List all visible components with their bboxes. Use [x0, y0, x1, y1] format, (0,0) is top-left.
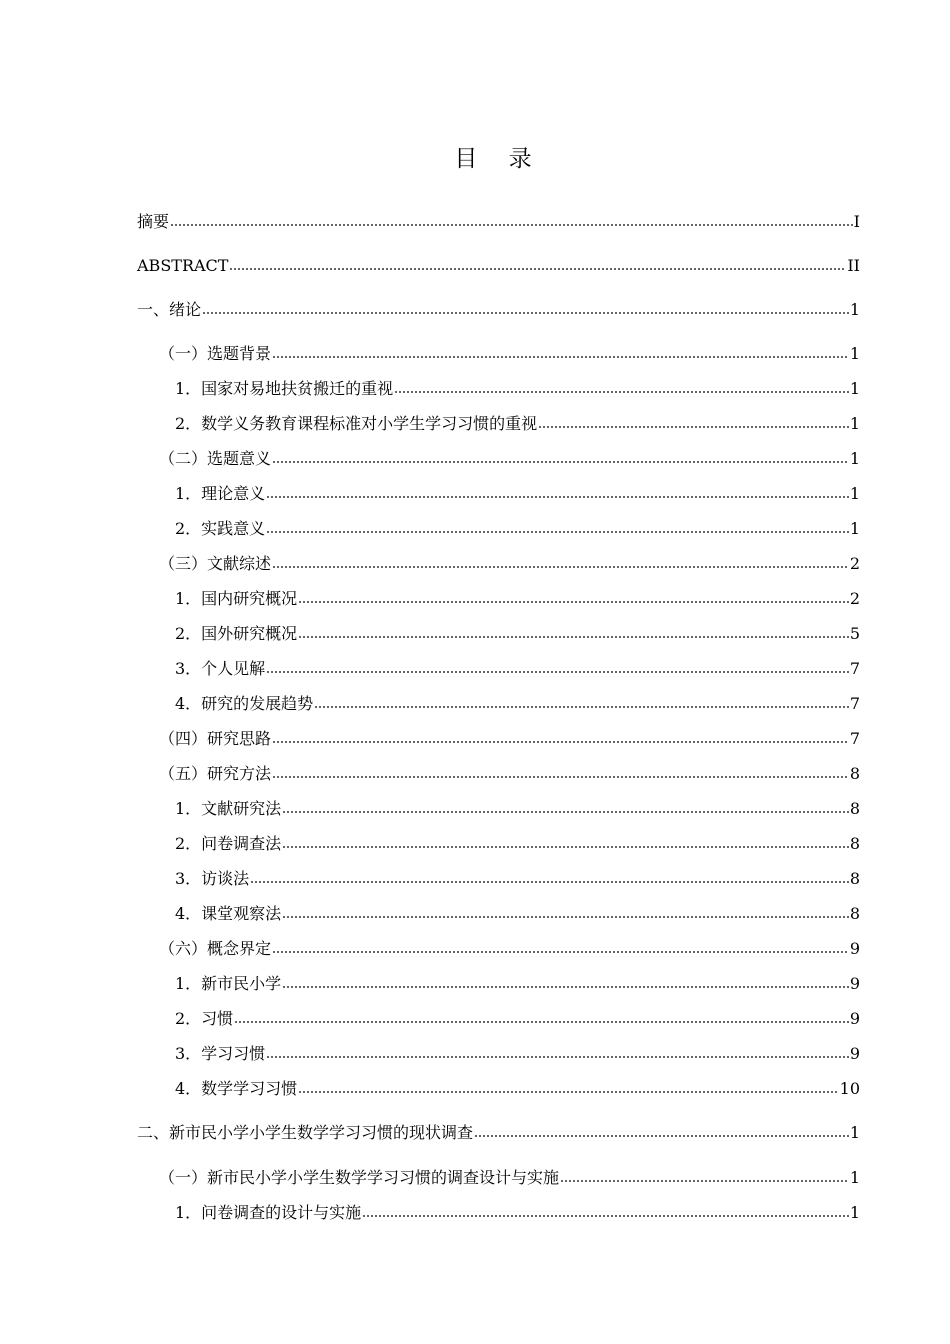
toc-entry-abstract-cn[interactable]: [137, 210, 860, 232]
toc-entry-chapter-2[interactable]: [137, 1121, 860, 1143]
toc-entry-page: 2: [849, 589, 860, 608]
toc-entry-label: 3．学习习惯: [175, 1044, 266, 1063]
toc-entry-page: 9: [849, 974, 860, 993]
toc-entry-subsection[interactable]: [175, 622, 860, 644]
dot-leader: [298, 1090, 838, 1094]
toc-entry-section[interactable]: [159, 447, 860, 469]
toc-entry-page: I: [853, 212, 860, 231]
dot-leader: [266, 670, 849, 674]
toc-entry-page: 1: [849, 1203, 860, 1222]
toc-entry-label: 2．实践意义: [175, 519, 266, 538]
dot-leader: [298, 600, 849, 604]
toc-entry-subsection[interactable]: [175, 482, 860, 504]
toc-entry-page: 1: [849, 1123, 860, 1142]
toc-entry-page: 1: [849, 1168, 860, 1187]
dot-leader: [298, 635, 849, 639]
toc-entry-label: （二）选题意义: [159, 449, 272, 468]
toc-entry-page: 9: [849, 1044, 860, 1063]
toc-entry-page: 1: [849, 484, 860, 503]
dot-leader: [272, 460, 849, 464]
toc-entry-subsection[interactable]: [175, 1007, 860, 1029]
toc-entry-label: （三）文献综述: [159, 554, 272, 573]
toc-entry-label: ABSTRACT: [137, 256, 229, 275]
toc-entry-section[interactable]: [159, 762, 860, 784]
toc-entry-label: （一）选题背景: [159, 344, 272, 363]
toc-entry-label: （五）研究方法: [159, 764, 272, 783]
toc-entry-page: 8: [849, 904, 860, 923]
toc-entry-page: 8: [849, 764, 860, 783]
toc-entry-label: 2．国外研究概况: [175, 624, 298, 643]
toc-entry-section[interactable]: [159, 552, 860, 574]
toc-entry-label: 4．研究的发展趋势: [175, 694, 314, 713]
toc-entry-subsection[interactable]: [175, 867, 860, 889]
dot-leader: [272, 355, 849, 359]
dot-leader: [272, 565, 849, 569]
dot-leader: [266, 1055, 849, 1059]
toc-entry-subsection[interactable]: [175, 657, 860, 679]
dot-leader: [282, 915, 849, 919]
toc-title: 目 录: [454, 146, 544, 172]
toc-entry-subsection[interactable]: [175, 1042, 860, 1064]
toc-entry-subsection[interactable]: [175, 1201, 860, 1223]
toc-entry-label: （六）概念界定: [159, 939, 272, 958]
toc-entry-page: 1: [849, 300, 860, 319]
toc-entry-page: 1: [849, 449, 860, 468]
toc-entry-page: 9: [849, 1009, 860, 1028]
dot-leader: [229, 267, 846, 271]
dot-leader: [266, 530, 849, 534]
dot-leader: [272, 950, 849, 954]
dot-leader: [170, 223, 853, 227]
dot-leader: [314, 705, 849, 709]
dot-leader: [202, 311, 849, 315]
dot-leader: [538, 425, 849, 429]
toc-entry-subsection[interactable]: [175, 692, 860, 714]
toc-entry-label: 1．新市民小学: [175, 974, 282, 993]
dot-leader: [282, 985, 849, 989]
toc-entry-label: 2．习惯: [175, 1009, 234, 1028]
dot-leader: [560, 1179, 849, 1183]
dot-leader: [282, 810, 849, 814]
toc-entry-page: 1: [849, 379, 860, 398]
toc-entry-label: 3．访谈法: [175, 869, 250, 888]
toc-entry-subsection[interactable]: [175, 377, 860, 399]
toc-entry-label: 4．数学学习习惯: [175, 1079, 298, 1098]
toc-entry-section[interactable]: [159, 727, 860, 749]
toc-entry-label: 一、绪论: [137, 300, 202, 319]
toc-entry-page: 7: [849, 729, 860, 748]
toc-entry-abstract-en[interactable]: [137, 254, 860, 276]
toc-entry-chapter-1[interactable]: [137, 298, 860, 320]
toc-entry-page: 8: [849, 834, 860, 853]
toc-entry-page: 1: [849, 414, 860, 433]
toc-entry-subsection[interactable]: [175, 797, 860, 819]
dot-leader: [362, 1214, 849, 1218]
toc-entry-page: 9: [849, 939, 860, 958]
toc-entry-label: （四）研究思路: [159, 729, 272, 748]
toc-entry-subsection[interactable]: [175, 587, 860, 609]
dot-leader: [272, 775, 849, 779]
toc-entry-label: 2．数学义务教育课程标准对小学生学习习惯的重视: [175, 414, 538, 433]
toc-entry-page: 1: [849, 519, 860, 538]
dot-leader: [272, 740, 849, 744]
toc-entry-page: 8: [849, 799, 860, 818]
toc-entry-page: 7: [849, 694, 860, 713]
dot-leader: [250, 880, 849, 884]
dot-leader: [474, 1134, 849, 1138]
toc-entry-label: 4．课堂观察法: [175, 904, 282, 923]
toc-entry-section[interactable]: [159, 937, 860, 959]
toc-entry-subsection[interactable]: [175, 902, 860, 924]
toc-entry-page: 7: [849, 659, 860, 678]
toc-entry-subsection[interactable]: [175, 832, 860, 854]
toc-entry-subsection[interactable]: [175, 517, 860, 539]
toc-entry-label: 摘要: [137, 212, 170, 231]
toc-entry-section[interactable]: [159, 342, 860, 364]
toc-entry-section[interactable]: [159, 1166, 860, 1188]
toc-entry-page: 8: [849, 869, 860, 888]
toc-entry-label: 1．国家对易地扶贫搬迁的重视: [175, 379, 394, 398]
dot-leader: [234, 1020, 849, 1024]
toc-entry-label: （一）新市民小学小学生数学学习习惯的调查设计与实施: [159, 1168, 560, 1187]
toc-entry-page: 1: [849, 344, 860, 363]
toc-entry-page: 10: [839, 1079, 860, 1098]
toc-entry-label: 2．问卷调查法: [175, 834, 282, 853]
toc-entry-page: 2: [849, 554, 860, 573]
dot-leader: [282, 845, 849, 849]
toc-entry-label: 1．文献研究法: [175, 799, 282, 818]
toc-entry-label: 二、新市民小学小学生数学学习习惯的现状调查: [137, 1123, 474, 1142]
toc-entry-subsection[interactable]: [175, 412, 860, 434]
toc-entry-label: 3．个人见解: [175, 659, 266, 678]
toc-entry-label: 1．理论意义: [175, 484, 266, 503]
toc-entry-label: 1．问卷调查的设计与实施: [175, 1203, 362, 1222]
dot-leader: [266, 495, 849, 499]
toc-entry-page: 5: [849, 624, 860, 643]
toc-entry-page: II: [847, 256, 860, 275]
toc-entry-label: 1．国内研究概况: [175, 589, 298, 608]
toc-entry-subsection[interactable]: [175, 1077, 860, 1099]
dot-leader: [394, 390, 849, 394]
toc-entry-subsection[interactable]: [175, 972, 860, 994]
